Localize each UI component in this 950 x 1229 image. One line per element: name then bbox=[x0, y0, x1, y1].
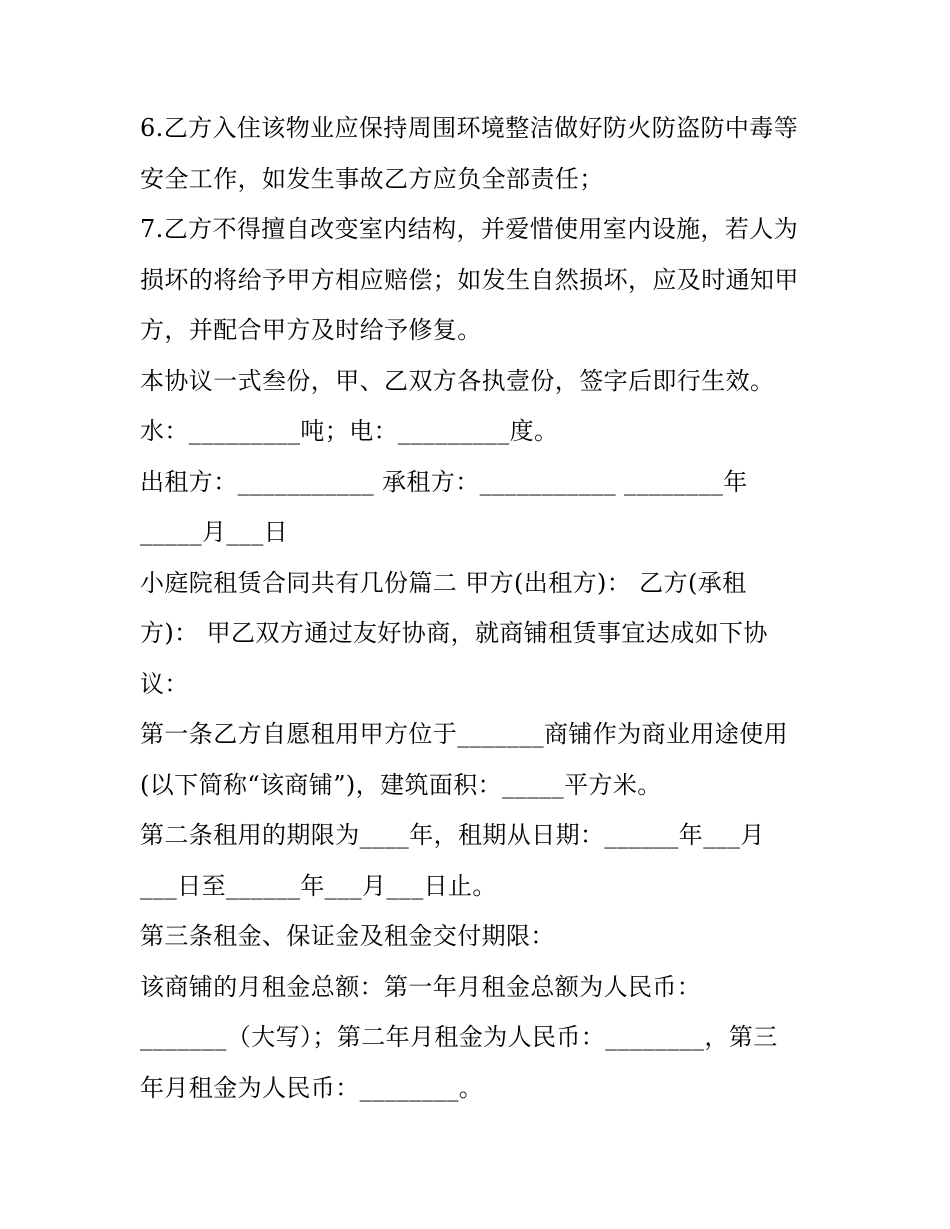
text-line: ___日至______年___月___日止。 bbox=[140, 871, 497, 900]
text-line: 第一条乙方自愿租用甲方位于_______商铺作为商业用途使用 bbox=[140, 720, 788, 748]
text-line: (以下简称“该商铺”)，建筑面积：_____平方米。 bbox=[140, 770, 662, 799]
text-line: 方，并配合甲方及时给予修复。 bbox=[140, 316, 482, 344]
text-line: 小庭院租赁合同共有几份篇二 甲方(出租方)： 乙方(承租 bbox=[140, 568, 747, 597]
text-line: 第三条租金、保证金及租金交付期限： bbox=[140, 922, 555, 950]
text-line: 本协议一式叁份，甲、乙双方各执壹份，签字后即行生效。 bbox=[140, 366, 775, 395]
text-line: 7.乙方不得擅自改变室内结构，并爱惜使用室内设施，若人为 bbox=[140, 215, 799, 243]
text-line: 议： bbox=[140, 669, 189, 698]
text-line: 损坏的将给予甲方相应赔偿；如发生自然损坏，应及时通知甲 bbox=[140, 265, 799, 294]
text-line: 安全工作，如发生事故乙方应负全部责任； bbox=[140, 164, 604, 193]
text-line: _______（大写）；第二年月租金为人民币：________，第三 bbox=[140, 1023, 778, 1051]
text-line: 6.乙方入住该物业应保持周围环境整洁做好防火防盗防中毒等 bbox=[140, 114, 799, 142]
text-line: _____月___日 bbox=[140, 518, 288, 546]
text-line: 第二条租用的期限为____年，租期从日期：______年___月 bbox=[140, 821, 765, 849]
text-line: 方)： 甲乙双方通过友好协商，就商铺租赁事宜达成如下协 bbox=[140, 619, 768, 647]
text-line: 出租方：___________ 承租方：___________ ________年 bbox=[140, 467, 748, 496]
text-line: 该商铺的月租金总额：第一年月租金总额为人民币： bbox=[140, 972, 702, 1001]
text-line: 年月租金为人民币：________。 bbox=[140, 1073, 484, 1102]
text-line: 水：_________吨；电：_________度。 bbox=[140, 417, 559, 445]
document-body bbox=[140, 103, 820, 1113]
